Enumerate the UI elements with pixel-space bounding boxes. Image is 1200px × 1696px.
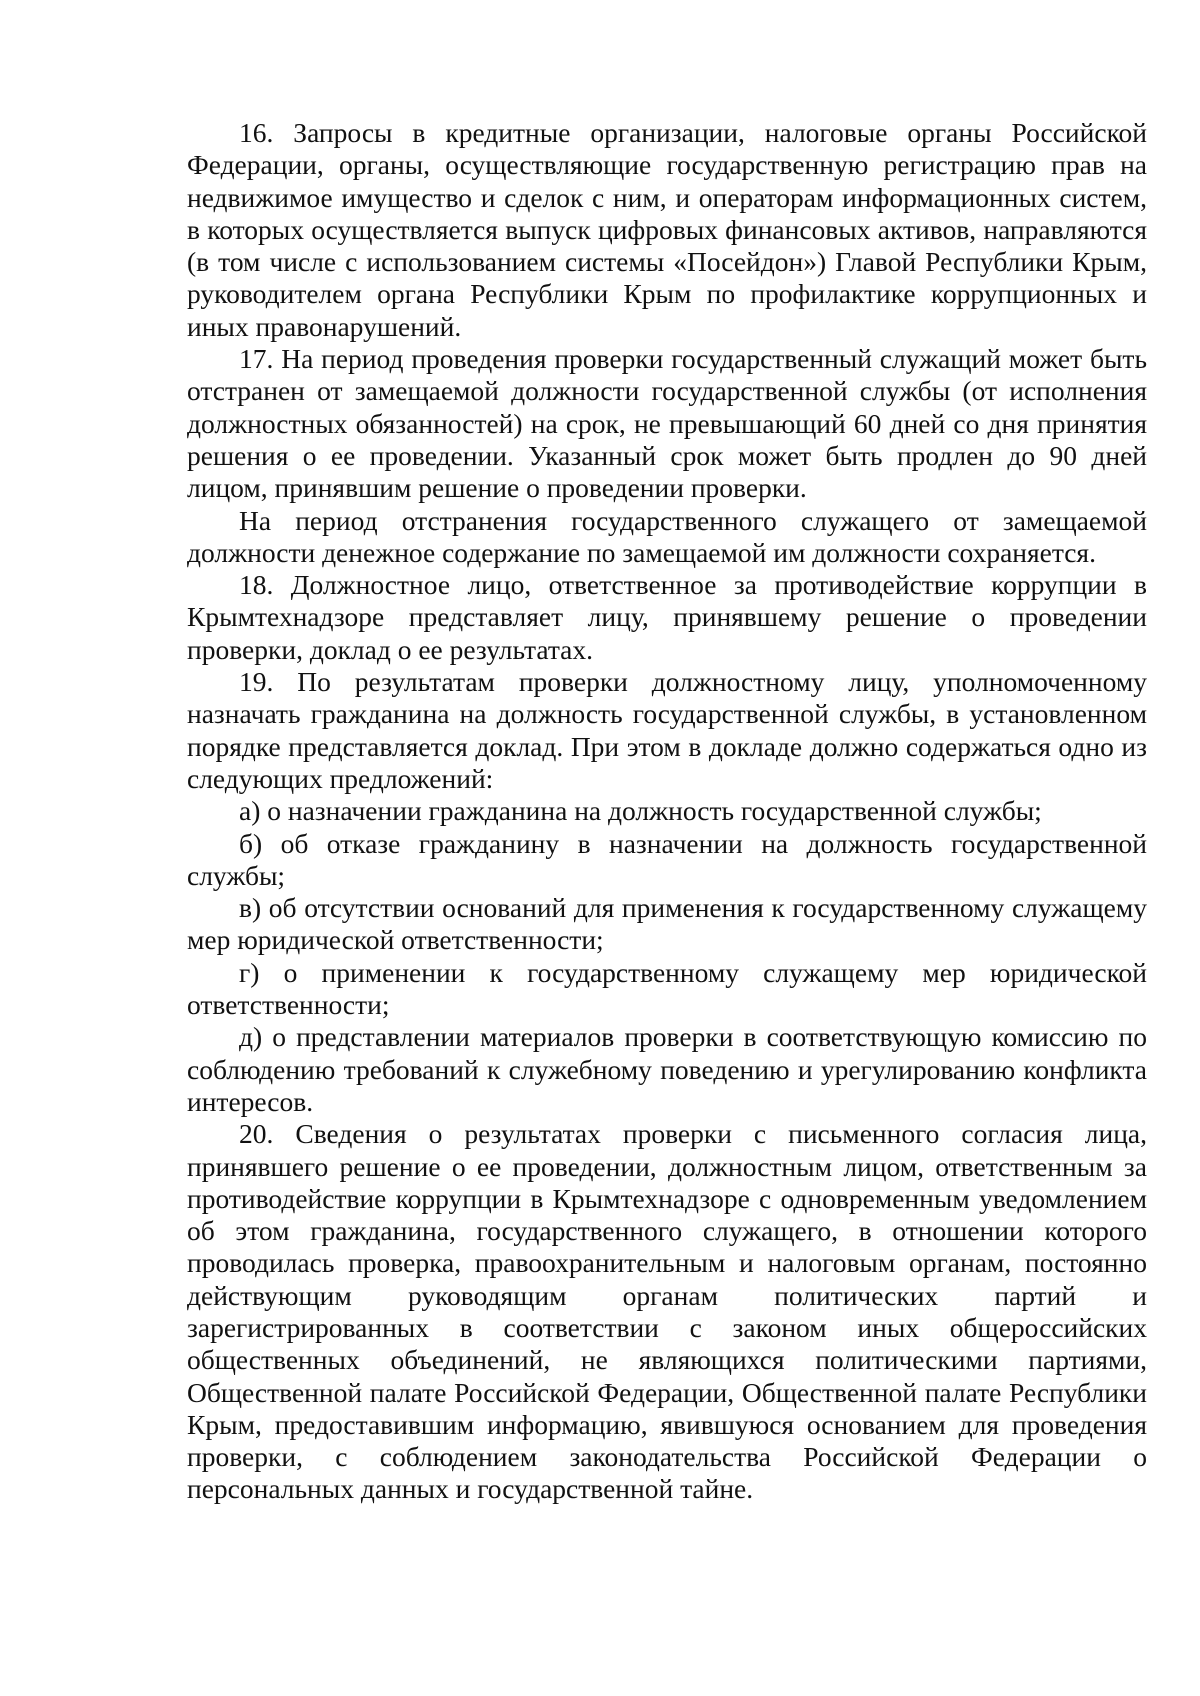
list-item-g: г) о применении к государственному служащему мер юридической ответственности; (187, 956, 1147, 1021)
list-item-a: а) о назначении гражданина на должность государственной службы; (239, 795, 1042, 827)
list-item-v: в) об отсутствии оснований для применения к государственному служащему мер юридической ответственности; (187, 892, 1147, 956)
paragraph-19-results: 19. По результатам проверки должностному лицу, уполномоченному назначать гражданина на должность государственной службы, в установленном порядке представляется доклад. При этом в докладе должно содержаться одно из следующих предложений: (187, 666, 1147, 794)
paragraph-17-salary: На период отстранения государственного служащего от замещаемой должности денежное содержание по замещаемой им должности сохраняется. (187, 504, 1147, 568)
paragraph-18-report: 18. Должностное лицо, ответственное за противодействие коррупции в Крымтехнадзоре представляет лицу, принявшему решение о проведении проверки, доклад о ее результатах. (187, 569, 1147, 665)
list-item-b: б) об отказе гражданину в назначении на должность государственной службы; (187, 827, 1147, 891)
paragraph-16-requests: 16. Запросы в кредитные организации, налоговые органы Российской Федерации, органы, осуществляющие государственную регистрацию прав на недвижимое имущество и сделок с ним, и операторам информационных систем, в которых осуществляется выпуск цифровых финансовых активов, направляются (в том числе с использованием системы «Посейдон») Главой Республики Крым, руководителем органа Республики Крым по профилактике коррупционных и иных правонарушений. (187, 117, 1147, 342)
paragraph-17-suspension: 17. На период проведения проверки государственный служащий может быть отстранен от замещаемой должности государственной службы (от исполнения должностных обязанностей) на срок, не превышающий 60 дней со дня принятия решения о ее проведении. Указанный срок может быть продлен до 90 дней лицом, принявшим решение о проведении проверки. (187, 343, 1147, 504)
list-item-d: д) о представлении материалов проверки в соответствующую комиссию по соблюдению требований к служебному поведению и урегулированию конфликта интересов. (187, 1021, 1147, 1117)
paragraph-20-disclosure: 20. Сведения о результатах проверки с письменного согласия лица, принявшего решение о ее проведении, должностным лицом, ответственным за противодействие коррупции в Крымтехнадзоре с одновременным уведомлением об этом гражданина, государственного служащего, в отношении которого проводилась проверка, правоохранительным и налоговым органам, постоянно действующим руководящим органам политических партий и зарегистрированных в соответствии с законом иных общероссийских общественных объединений, не являющихся политическими партиями, Общественной палате Российской Федерации, Общественной палате Республики Крым, предоставившим информацию, явившуюся основанием для проведения проверки, с соблюдением законодательства Российской Федерации о персональных данных и государственной тайне. (187, 1118, 1147, 1505)
document-body (187, 117, 1147, 1506)
